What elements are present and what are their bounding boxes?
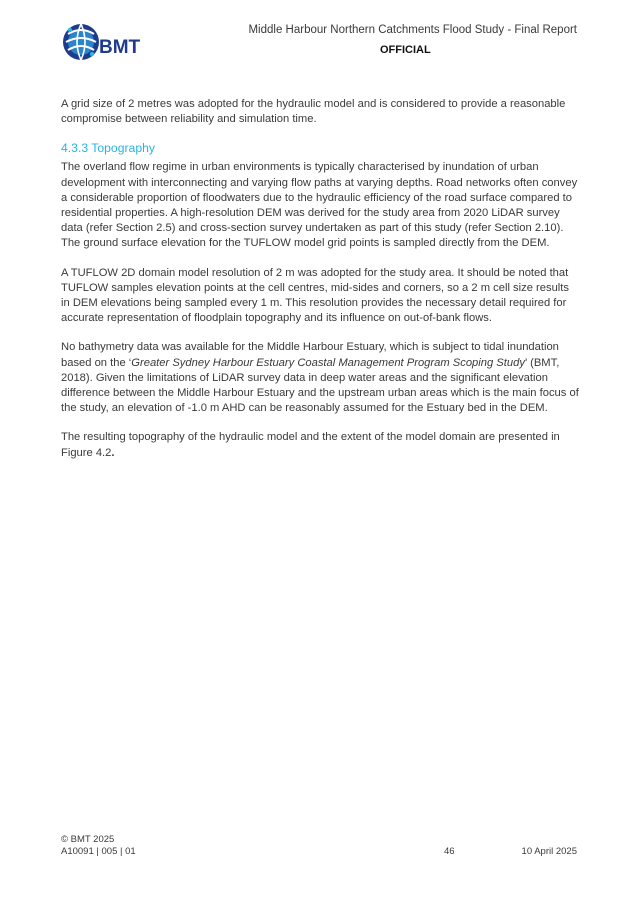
classification-label: OFFICIAL xyxy=(380,44,431,56)
report-title: Middle Harbour Northern Catchments Flood Study - Final Report xyxy=(248,24,577,36)
bmt-logo xyxy=(62,20,152,64)
section-heading: 4.3.3 Topography xyxy=(61,141,155,156)
copyright: © BMT 2025 xyxy=(61,834,115,845)
intro-paragraph: A grid size of 2 metres was adopted for the hydraulic model and is considered to provide a reasonable compromise between reliability and simulation time. xyxy=(61,98,566,126)
svg-text:BMT: BMT xyxy=(99,37,141,58)
main-content xyxy=(61,97,579,475)
bmt-globe-icon xyxy=(62,20,152,64)
cited-study-title: Greater Sydney Harbour Estuary Coastal Management Program Scoping Study xyxy=(131,356,525,369)
footer-date: 10 April 2025 xyxy=(521,846,577,857)
footer-left xyxy=(61,834,136,858)
paragraph-2: A TUFLOW 2D domain model resolution of 2 m was adopted for the study area. It should be noted that TUFLOW samples elevation points at the cell centres, mid-sides and corners, so a 2 m cell size results in DEM elevations being sampled every 1 m. This resolution provides the necessary detail required for accurate representation of floodplain topography and its influence on out-of-bank flows. xyxy=(61,266,569,325)
paragraph-4: The resulting topography of the hydraulic model and the extent of the model domain are presented in Figure 4.2. xyxy=(61,431,560,459)
page-number: 46 xyxy=(444,846,455,857)
paragraph-1: The overland flow regime in urban environments is typically characterised by inundation of urban development with interconnecting and varying flow paths at varying depths. Road networks often convey a considerable proportion of floodwaters due to the hydraulic efficiency of the road surface compared to residential properties. A high-resolution DEM was derived for the study area from 2020 LiDAR survey data (refer Section 2.5) and cross-section survey undertaken as part of this study (refer Section 2.10). The ground surface elevation for the TUFLOW model grid points is sampled directly from the DEM. xyxy=(61,161,578,250)
document-reference: A10091 | 005 | 01 xyxy=(61,846,136,857)
paragraph-3: No bathymetry data was available for the Middle Harbour Estuary, which is subject to tidal inundation based on the ‘Greater Sydney Harbour Estuary Coastal Management Program Scoping Study’ (BMT, 2018). Given the limitations of LiDAR survey data in deep water areas and the significant elevation difference between the Middle Harbour Estuary and the upstream urban areas which is the main focus of the study, an elevation of -1.0 m AHD can be reasonably assumed for the Estuary bed in the DEM. xyxy=(61,341,579,415)
